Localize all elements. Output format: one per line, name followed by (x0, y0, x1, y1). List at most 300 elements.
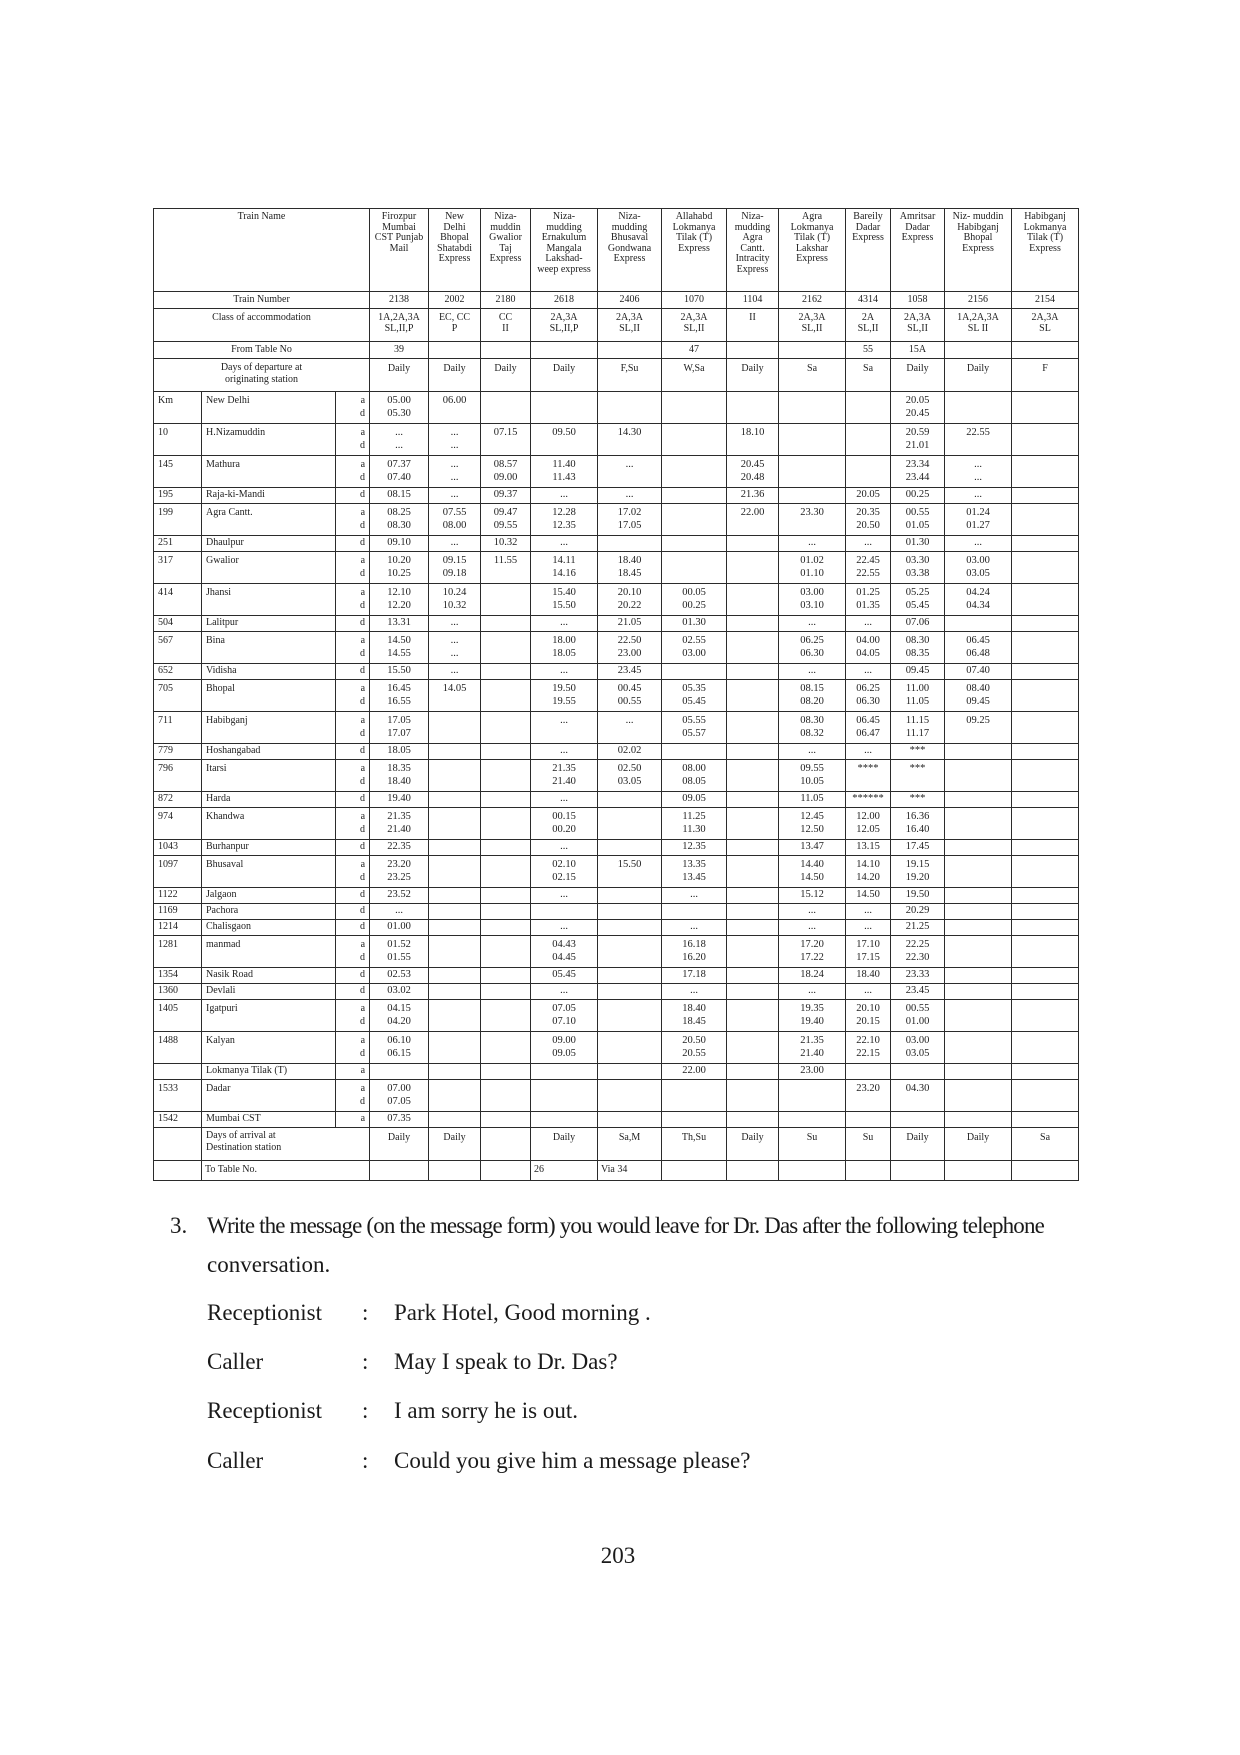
time-dhaulpur-train-1: 09.10 (370, 536, 429, 552)
time-h-nizamuddin-train-6 (662, 424, 727, 456)
time-hoshangabad-train-9: ... (846, 744, 891, 760)
time-khandwa-train-5 (598, 808, 662, 840)
time-devlali-train-12 (1012, 984, 1079, 1000)
train-timetable (153, 208, 1079, 1181)
km-cell: 652 (154, 664, 202, 680)
time-igatpuri-train-2 (429, 1000, 481, 1032)
time-habibganj-train-2 (429, 712, 481, 744)
time-agra-cantt-train-5: 17.02 17.05 (598, 504, 662, 536)
train-3-days-arrival (481, 1128, 531, 1161)
time-bhusaval-train-11 (945, 856, 1012, 888)
time-mathura-train-9 (846, 456, 891, 488)
train-name-row (154, 209, 1079, 292)
station-name: Igatpuri (202, 1000, 336, 1032)
time-h-nizamuddin-train-7: 18.10 (727, 424, 779, 456)
time-dhaulpur-train-3: 10.32 (481, 536, 531, 552)
station-row-khandwa (154, 808, 1079, 840)
time-nasik-road-train-5 (598, 968, 662, 984)
time-lalitpur-train-8: ... (779, 616, 846, 632)
time-lalitpur-train-5: 21.05 (598, 616, 662, 632)
time-igatpuri-train-5 (598, 1000, 662, 1032)
arrival-departure-marker: a d (336, 1000, 370, 1032)
time-new-delhi-train-3 (481, 392, 531, 424)
train-6-days-arrival: Th,Su (662, 1128, 727, 1161)
time-khandwa-train-9: 12.00 12.05 (846, 808, 891, 840)
train-2-days-arrival: Daily (429, 1128, 481, 1161)
time-itarsi-train-1: 18.35 18.40 (370, 760, 429, 792)
train-12-number: 2154 (1012, 292, 1079, 309)
time-h-nizamuddin-train-5: 14.30 (598, 424, 662, 456)
time-nasik-road-train-9: 18.40 (846, 968, 891, 984)
train-3-name: Niza- muddin Gwalior Taj Express (481, 209, 531, 292)
train-12-class: 2A,3A SL (1012, 309, 1079, 342)
dialogue-text: I am sorry he is out. (394, 1398, 578, 1423)
train-6-from-table: 47 (662, 342, 727, 359)
time-itarsi-train-4: 21.35 21.40 (531, 760, 598, 792)
time-lalitpur-train-11 (945, 616, 1012, 632)
time-burhanpur-train-1: 22.35 (370, 840, 429, 856)
train-5-name: Niza- mudding Bhusaval Gondwana Express (598, 209, 662, 292)
station-row-lalitpur (154, 616, 1079, 632)
station-name: Bhusaval (202, 856, 336, 888)
arrival-departure-marker: d (336, 920, 370, 936)
time-agra-cantt-train-9: 20.35 20.50 (846, 504, 891, 536)
time-pachora-train-12 (1012, 904, 1079, 920)
time-nasik-road-train-4: 05.45 (531, 968, 598, 984)
train-4-name: Niza- mudding Ernakulum Mangala Lakshad- weep express (531, 209, 598, 292)
time-jalgaon-train-10: 19.50 (891, 888, 945, 904)
time-chalisgaon-train-9: ... (846, 920, 891, 936)
time-kalyan-train-2 (429, 1032, 481, 1064)
time-agra-cantt-train-3: 09.47 09.55 (481, 504, 531, 536)
time-mumbai-cst-train-7 (727, 1112, 779, 1128)
time-jalgaon-train-7 (727, 888, 779, 904)
train-1-number: 2138 (370, 292, 429, 309)
station-name: Hoshangabad (202, 744, 336, 760)
time-mumbai-cst-train-10 (891, 1112, 945, 1128)
time-hoshangabad-train-10: *** (891, 744, 945, 760)
arrival-departure-marker: d (336, 904, 370, 920)
train-3-from-table (481, 342, 531, 359)
train-2-name: New Delhi Bhopal Shatabdi Express (429, 209, 481, 292)
km-cell: 195 (154, 488, 202, 504)
time-kalyan-train-9: 22.10 22.15 (846, 1032, 891, 1064)
station-row-agra-cantt (154, 504, 1079, 536)
time-lokmanya-tilak-t-train-3 (481, 1064, 531, 1080)
arrival-departure-marker: a d (336, 552, 370, 584)
time-lokmanya-tilak-t-train-1 (370, 1064, 429, 1080)
time-bina-train-8: 06.25 06.30 (779, 632, 846, 664)
time-harda-train-10: *** (891, 792, 945, 808)
time-habibganj-train-4: ... (531, 712, 598, 744)
station-row-devlali (154, 984, 1079, 1000)
time-dhaulpur-train-4: ... (531, 536, 598, 552)
station-row-chalisgaon (154, 920, 1079, 936)
km-cell: 1488 (154, 1032, 202, 1064)
time-jhansi-train-4: 15.40 15.50 (531, 584, 598, 616)
station-row-manmad (154, 936, 1079, 968)
time-mumbai-cst-train-8 (779, 1112, 846, 1128)
train-3-number: 2180 (481, 292, 531, 309)
station-name: Devlali (202, 984, 336, 1000)
arrival-departure-marker: a d (336, 424, 370, 456)
time-agra-cantt-train-8: 23.30 (779, 504, 846, 536)
time-hoshangabad-train-2 (429, 744, 481, 760)
time-lalitpur-train-7 (727, 616, 779, 632)
time-pachora-train-3 (481, 904, 531, 920)
time-dadar-train-10: 04.30 (891, 1080, 945, 1112)
station-row-dhaulpur (154, 536, 1079, 552)
station-name: Agra Cantt. (202, 504, 336, 536)
dialogue-line (0, 1397, 1240, 1425)
time-mathura-train-8 (779, 456, 846, 488)
km-cell: 796 (154, 760, 202, 792)
dialogue-text: Park Hotel, Good morning . (394, 1300, 651, 1325)
station-name: Itarsi (202, 760, 336, 792)
train-12-from-table (1012, 342, 1079, 359)
station-name: Chalisgaon (202, 920, 336, 936)
time-itarsi-train-10: *** (891, 760, 945, 792)
time-chalisgaon-train-5 (598, 920, 662, 936)
time-itarsi-train-12 (1012, 760, 1079, 792)
time-mumbai-cst-train-6 (662, 1112, 727, 1128)
time-bina-train-9: 04.00 04.05 (846, 632, 891, 664)
time-jhansi-train-12 (1012, 584, 1079, 616)
time-h-nizamuddin-train-9 (846, 424, 891, 456)
train-5-days-departure: F,Su (598, 359, 662, 392)
time-habibganj-train-10: 11.15 11.17 (891, 712, 945, 744)
time-raja-ki-mandi-train-8 (779, 488, 846, 504)
time-vidisha-train-3 (481, 664, 531, 680)
km-cell: 567 (154, 632, 202, 664)
time-chalisgaon-train-10: 21.25 (891, 920, 945, 936)
time-devlali-train-3 (481, 984, 531, 1000)
train-7-days-departure: Daily (727, 359, 779, 392)
station-row-harda (154, 792, 1079, 808)
station-row-hoshangabad (154, 744, 1079, 760)
time-kalyan-train-6: 20.50 20.55 (662, 1032, 727, 1064)
time-bina-train-7 (727, 632, 779, 664)
dialogue-speaker: Receptionist (207, 1300, 322, 1325)
time-new-delhi-train-6 (662, 392, 727, 424)
train-3-to-table (481, 1161, 531, 1181)
time-gwalior-train-10: 03.30 03.38 (891, 552, 945, 584)
time-itarsi-train-2 (429, 760, 481, 792)
station-name: Bina (202, 632, 336, 664)
time-kalyan-train-11 (945, 1032, 1012, 1064)
days-arrival-row (154, 1128, 1079, 1161)
time-mathura-train-11: ... ... (945, 456, 1012, 488)
train-6-class: 2A,3A SL,II (662, 309, 727, 342)
time-devlali-train-1: 03.02 (370, 984, 429, 1000)
train-10-number: 1058 (891, 292, 945, 309)
time-habibganj-train-3 (481, 712, 531, 744)
km-cell: 251 (154, 536, 202, 552)
time-burhanpur-train-5 (598, 840, 662, 856)
time-new-delhi-train-7 (727, 392, 779, 424)
dialogue-speaker: Receptionist (207, 1398, 322, 1423)
time-mathura-train-7: 20.45 20.48 (727, 456, 779, 488)
train-12-name: Habibganj Lokmanya Tilak (T) Express (1012, 209, 1079, 292)
time-pachora-train-6 (662, 904, 727, 920)
time-itarsi-train-5: 02.50 03.05 (598, 760, 662, 792)
train-5-days-arrival: Sa,M (598, 1128, 662, 1161)
time-itarsi-train-6: 08.00 08.05 (662, 760, 727, 792)
station-row-habibganj (154, 712, 1079, 744)
dialogue-line (0, 1447, 1240, 1475)
train-2-number: 2002 (429, 292, 481, 309)
time-manmad-train-6: 16.18 16.20 (662, 936, 727, 968)
train-8-from-table (779, 342, 846, 359)
arrival-departure-marker: a d (336, 584, 370, 616)
time-manmad-train-2 (429, 936, 481, 968)
arrival-departure-marker: d (336, 840, 370, 856)
time-dadar-train-11 (945, 1080, 1012, 1112)
arrival-departure-marker: a d (336, 632, 370, 664)
train-7-days-arrival: Daily (727, 1128, 779, 1161)
time-dadar-train-8 (779, 1080, 846, 1112)
time-kalyan-train-7 (727, 1032, 779, 1064)
time-dadar-train-2 (429, 1080, 481, 1112)
time-vidisha-train-6 (662, 664, 727, 680)
arrival-departure-marker: d (336, 488, 370, 504)
km-cell: 10 (154, 424, 202, 456)
time-dadar-train-5 (598, 1080, 662, 1112)
time-manmad-train-11 (945, 936, 1012, 968)
time-jalgaon-train-12 (1012, 888, 1079, 904)
time-raja-ki-mandi-train-7: 21.36 (727, 488, 779, 504)
arrival-departure-marker: a d (336, 1032, 370, 1064)
station-row-dadar (154, 1080, 1079, 1112)
time-gwalior-train-5: 18.40 18.45 (598, 552, 662, 584)
train-1-to-table (370, 1161, 429, 1181)
station-name: Mumbai CST (202, 1112, 336, 1128)
time-pachora-train-4 (531, 904, 598, 920)
time-bhopal-train-6: 05.35 05.45 (662, 680, 727, 712)
km-cell: 974 (154, 808, 202, 840)
station-row-vidisha (154, 664, 1079, 680)
time-vidisha-train-4: ... (531, 664, 598, 680)
train-7-to-table (727, 1161, 779, 1181)
time-kalyan-train-1: 06.10 06.15 (370, 1032, 429, 1064)
time-h-nizamuddin-train-1: ... ... (370, 424, 429, 456)
time-raja-ki-mandi-train-10: 00.25 (891, 488, 945, 504)
km-cell: 705 (154, 680, 202, 712)
time-lokmanya-tilak-t-train-9 (846, 1064, 891, 1080)
time-manmad-train-4: 04.43 04.45 (531, 936, 598, 968)
time-habibganj-train-12 (1012, 712, 1079, 744)
time-harda-train-2 (429, 792, 481, 808)
km-cell: 1043 (154, 840, 202, 856)
time-igatpuri-train-11 (945, 1000, 1012, 1032)
time-bina-train-5: 22.50 23.00 (598, 632, 662, 664)
time-harda-train-5 (598, 792, 662, 808)
train-8-number: 2162 (779, 292, 846, 309)
train-number-row (154, 292, 1079, 309)
dialogue-speaker: Caller (207, 1349, 264, 1374)
time-raja-ki-mandi-train-2: ... (429, 488, 481, 504)
time-nasik-road-train-2 (429, 968, 481, 984)
time-vidisha-train-10: 09.45 (891, 664, 945, 680)
time-dhaulpur-train-11: ... (945, 536, 1012, 552)
time-raja-ki-mandi-train-11: ... (945, 488, 1012, 504)
time-itarsi-train-7 (727, 760, 779, 792)
train-10-name: Amritsar Dadar Express (891, 209, 945, 292)
train-7-number: 1104 (727, 292, 779, 309)
time-lalitpur-train-10: 07.06 (891, 616, 945, 632)
station-name: H.Nizamuddin (202, 424, 336, 456)
arrival-departure-marker: a d (336, 808, 370, 840)
time-harda-train-6: 09.05 (662, 792, 727, 808)
km-cell: 711 (154, 712, 202, 744)
time-gwalior-train-3: 11.55 (481, 552, 531, 584)
arrival-departure-marker: a d (336, 760, 370, 792)
arrival-departure-marker: a d (336, 680, 370, 712)
time-manmad-train-8: 17.20 17.22 (779, 936, 846, 968)
time-dhaulpur-train-7 (727, 536, 779, 552)
station-name: Raja-ki-Mandi (202, 488, 336, 504)
time-bhusaval-train-8: 14.40 14.50 (779, 856, 846, 888)
time-bhusaval-train-12 (1012, 856, 1079, 888)
time-agra-cantt-train-6 (662, 504, 727, 536)
time-hoshangabad-train-3 (481, 744, 531, 760)
time-vidisha-train-5: 23.45 (598, 664, 662, 680)
time-new-delhi-train-11 (945, 392, 1012, 424)
time-nasik-road-train-1: 02.53 (370, 968, 429, 984)
time-habibganj-train-8: 08.30 08.32 (779, 712, 846, 744)
time-khandwa-train-4: 00.15 00.20 (531, 808, 598, 840)
time-bhusaval-train-6: 13.35 13.45 (662, 856, 727, 888)
time-dadar-train-12 (1012, 1080, 1079, 1112)
time-devlali-train-5 (598, 984, 662, 1000)
to-table-row (154, 1161, 1079, 1181)
train-12-days-arrival: Sa (1012, 1128, 1079, 1161)
train-1-name: Firozpur Mumbai CST Punjab Mail (370, 209, 429, 292)
train-2-from-table (429, 342, 481, 359)
time-pachora-train-9: ... (846, 904, 891, 920)
time-devlali-train-2 (429, 984, 481, 1000)
time-lalitpur-train-6: 01.30 (662, 616, 727, 632)
time-dadar-train-3 (481, 1080, 531, 1112)
time-agra-cantt-train-1: 08.25 08.30 (370, 504, 429, 536)
time-hoshangabad-train-12 (1012, 744, 1079, 760)
time-bina-train-11: 06.45 06.48 (945, 632, 1012, 664)
question-text-line-2: conversation. (207, 1252, 331, 1277)
time-gwalior-train-7 (727, 552, 779, 584)
time-mumbai-cst-train-11 (945, 1112, 1012, 1128)
station-row-jalgaon (154, 888, 1079, 904)
time-vidisha-train-7 (727, 664, 779, 680)
time-igatpuri-train-7 (727, 1000, 779, 1032)
time-hoshangabad-train-8: ... (779, 744, 846, 760)
train-5-number: 2406 (598, 292, 662, 309)
arrival-departure-marker: d (336, 616, 370, 632)
train-4-from-table (531, 342, 598, 359)
time-bhusaval-train-7 (727, 856, 779, 888)
from-table-label: From Table No (154, 342, 370, 359)
train-9-days-arrival: Su (846, 1128, 891, 1161)
time-manmad-train-3 (481, 936, 531, 968)
time-harda-train-9: ****** (846, 792, 891, 808)
time-lokmanya-tilak-t-train-7 (727, 1064, 779, 1080)
days-arrival-label: Days of arrival at Destination station (202, 1128, 370, 1161)
time-manmad-train-12 (1012, 936, 1079, 968)
train-9-number: 4314 (846, 292, 891, 309)
time-hoshangabad-train-11 (945, 744, 1012, 760)
time-mumbai-cst-train-2 (429, 1112, 481, 1128)
time-raja-ki-mandi-train-12 (1012, 488, 1079, 504)
train-4-number: 2618 (531, 292, 598, 309)
time-burhanpur-train-8: 13.47 (779, 840, 846, 856)
time-jhansi-train-8: 03.00 03.10 (779, 584, 846, 616)
time-bhusaval-train-2 (429, 856, 481, 888)
km-cell: 1533 (154, 1080, 202, 1112)
time-burhanpur-train-4: ... (531, 840, 598, 856)
time-vidisha-train-2: ... (429, 664, 481, 680)
time-h-nizamuddin-train-8 (779, 424, 846, 456)
time-lalitpur-train-4: ... (531, 616, 598, 632)
time-bina-train-2: ... ... (429, 632, 481, 664)
arrival-departure-marker: a d (336, 1080, 370, 1112)
train-3-days-departure: Daily (481, 359, 531, 392)
time-chalisgaon-train-3 (481, 920, 531, 936)
time-raja-ki-mandi-train-6 (662, 488, 727, 504)
time-igatpuri-train-3 (481, 1000, 531, 1032)
train-5-class: 2A,3A SL,II (598, 309, 662, 342)
time-kalyan-train-10: 03.00 03.05 (891, 1032, 945, 1064)
station-row-kalyan (154, 1032, 1079, 1064)
time-pachora-train-11 (945, 904, 1012, 920)
time-h-nizamuddin-train-3: 07.15 (481, 424, 531, 456)
station-name: Jhansi (202, 584, 336, 616)
train-8-to-table (779, 1161, 846, 1181)
time-mathura-train-5: ... (598, 456, 662, 488)
station-row-igatpuri (154, 1000, 1079, 1032)
time-dadar-train-9: 23.20 (846, 1080, 891, 1112)
time-jalgaon-train-8: 15.12 (779, 888, 846, 904)
train-1-days-departure: Daily (370, 359, 429, 392)
time-khandwa-train-12 (1012, 808, 1079, 840)
time-hoshangabad-train-4: ... (531, 744, 598, 760)
arrival-departure-marker: d (336, 744, 370, 760)
arrival-departure-marker: d (336, 984, 370, 1000)
time-igatpuri-train-10: 00.55 01.00 (891, 1000, 945, 1032)
time-gwalior-train-11: 03.00 03.05 (945, 552, 1012, 584)
km-cell: 1360 (154, 984, 202, 1000)
time-bhopal-train-9: 06.25 06.30 (846, 680, 891, 712)
time-jhansi-train-11: 04.24 04.34 (945, 584, 1012, 616)
time-h-nizamuddin-train-2: ... ... (429, 424, 481, 456)
time-kalyan-train-3 (481, 1032, 531, 1064)
time-jalgaon-train-6: ... (662, 888, 727, 904)
arrival-departure-marker: d (336, 792, 370, 808)
station-name: manmad (202, 936, 336, 968)
train-2-to-table (429, 1161, 481, 1181)
timetable-header (154, 209, 1079, 392)
time-nasik-road-train-10: 23.33 (891, 968, 945, 984)
time-hoshangabad-train-1: 18.05 (370, 744, 429, 760)
time-itarsi-train-3 (481, 760, 531, 792)
train-7-from-table (727, 342, 779, 359)
time-new-delhi-train-1: 05.00 05.30 (370, 392, 429, 424)
arrival-departure-marker: d (336, 968, 370, 984)
time-lokmanya-tilak-t-train-6: 22.00 (662, 1064, 727, 1080)
train-1-from-table: 39 (370, 342, 429, 359)
dialogue-separator: : (362, 1448, 369, 1473)
time-agra-cantt-train-12 (1012, 504, 1079, 536)
arrival-departure-marker: a d (336, 504, 370, 536)
time-mumbai-cst-train-5 (598, 1112, 662, 1128)
